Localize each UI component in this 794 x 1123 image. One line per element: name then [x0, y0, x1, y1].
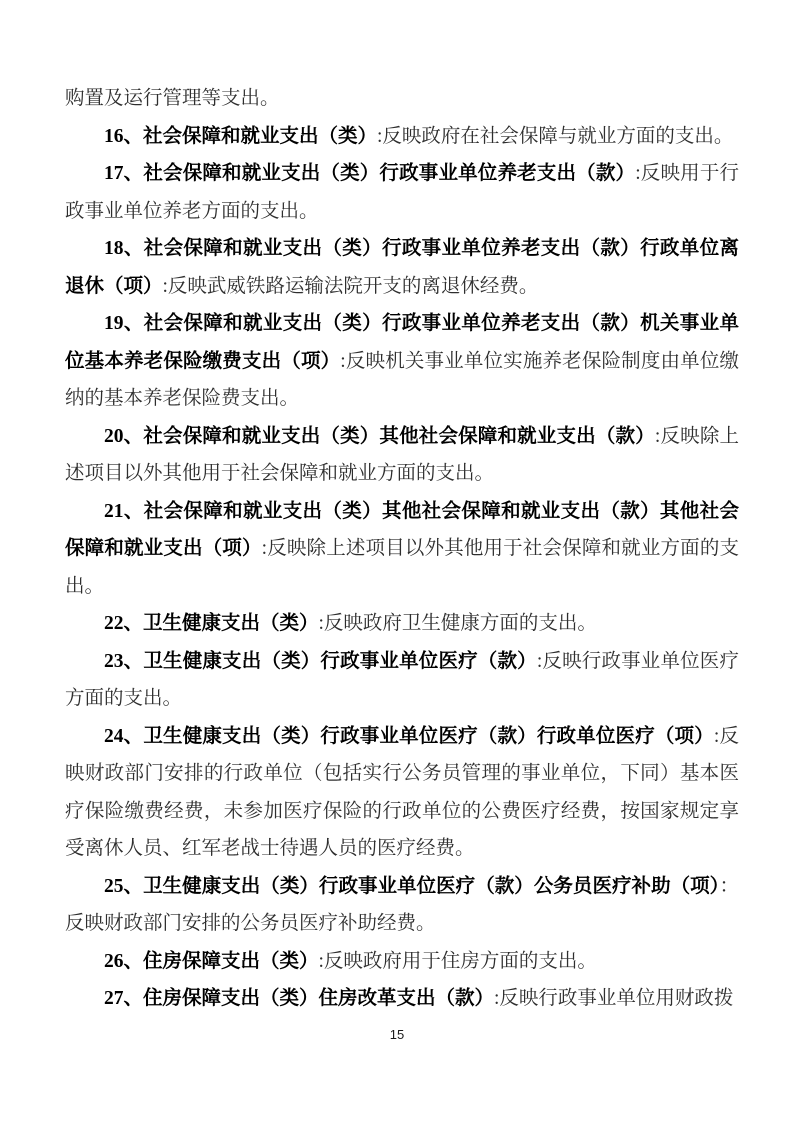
- item-heading: 17、社会保障和就业支出（类）行政事业单位养老支出（款）: [104, 163, 636, 184]
- item-description: :反映武威铁路运输法院开支的离退休经费。: [162, 275, 539, 297]
- item-description: :反映行政事业单位医疗方面的支出。: [65, 650, 739, 709]
- paragraph: [65, 155, 739, 230]
- item-heading: 26、住房保障支出（类）: [104, 950, 319, 972]
- item-description: :反映政府用于住房方面的支出。: [318, 950, 597, 972]
- paragraph: [65, 868, 739, 943]
- item-heading: 18、社会保障和就业支出（类）行政事业单位养老支出（款）行政单位离退休（项）: [65, 238, 739, 297]
- paragraph: [65, 718, 739, 868]
- item-description: :反映财政部门安排的行政单位（包括实行公务员管理的事业单位，下同）基本医疗保险缴费经费，未参加医疗保险的行政单位的公费医疗经费，按国家规定享受离休人员、红军老战士待遇人员的医疗经费。: [65, 725, 739, 859]
- paragraph: [65, 418, 739, 493]
- paragraph: [65, 643, 739, 718]
- item-description: :反映除上述项目以外其他用于社会保障和就业方面的支出。: [65, 538, 739, 597]
- document-body: [65, 80, 739, 1018]
- paragraph: [65, 493, 739, 606]
- item-heading: 25、卫生健康支出（类）行政事业单位医疗（款）公务员医疗补助（项）: [104, 875, 720, 897]
- item-heading: 20、社会保障和就业支出（类）其他社会保障和就业支出（款）: [104, 425, 655, 447]
- item-heading: 16、社会保障和就业支出（类）: [104, 125, 378, 147]
- item-description: ：反映财政部门安排的公务员医疗补助经费。: [65, 875, 739, 934]
- item-heading: 22、卫生健康支出（类）: [104, 613, 319, 634]
- paragraph: [65, 305, 739, 418]
- paragraph: [65, 118, 739, 156]
- item-description: :反映除上述项目以外其他用于社会保障和就业方面的支出。: [65, 425, 739, 484]
- item-heading: 21、社会保障和就业支出（类）其他社会保障和就业支出（款）其他社会保障和就业支出（项）: [65, 500, 739, 559]
- page-number: 15: [389, 1027, 405, 1042]
- paragraph: [65, 230, 739, 305]
- paragraph: [65, 980, 739, 1018]
- paragraph: [65, 605, 739, 643]
- item-heading: 27、住房保障支出（类）住房改革支出（款）: [104, 988, 495, 1009]
- page-footer: [0, 1026, 794, 1044]
- item-description: :反映政府卫生健康方面的支出。: [318, 613, 597, 634]
- item-description: :反映用于行政事业单位养老方面的支出。: [65, 163, 739, 222]
- item-description: :反映行政事业单位用财政拨: [494, 988, 734, 1009]
- paragraph: [65, 80, 739, 118]
- item-description: 购置及运行管理等支出。: [65, 88, 280, 109]
- item-heading: 24、卫生健康支出（类）行政事业单位医疗（款）行政单位医疗（项）: [104, 725, 714, 747]
- item-description: :反映机关事业单位实施养老保险制度由单位缴纳的基本养老保险费支出。: [65, 350, 739, 409]
- item-heading: 19、社会保障和就业支出（类）行政事业单位养老支出（款）机关事业单位基本养老保险缴费支出（项）: [65, 313, 739, 372]
- item-heading: 23、卫生健康支出（类）行政事业单位医疗（款）: [104, 650, 537, 672]
- item-description: :反映政府在社会保障与就业方面的支出。: [377, 125, 734, 147]
- paragraph: [65, 943, 739, 981]
